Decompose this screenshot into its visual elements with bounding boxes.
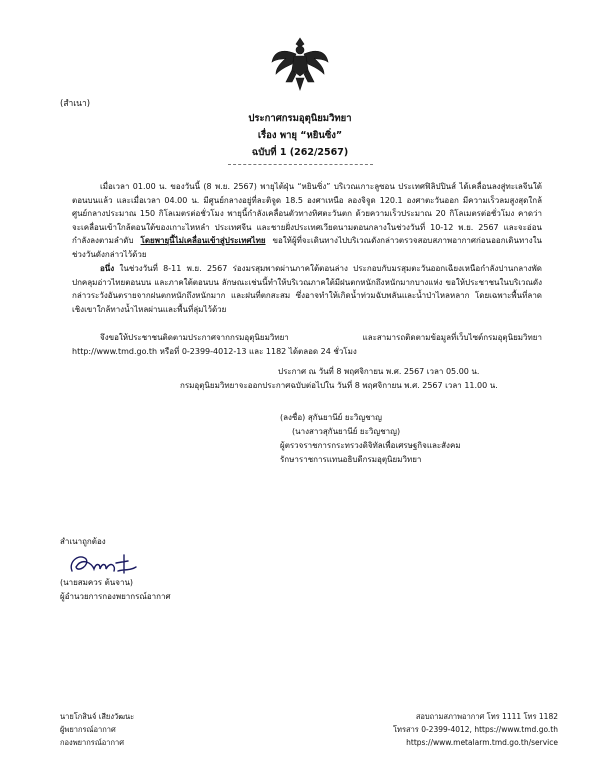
copy-label: (สำเนา) xyxy=(60,99,91,109)
announcement-subject: เรื่อง พายุ “หยินซิ่ง” xyxy=(257,130,343,141)
paragraph-rain-lead: อนึ่ง xyxy=(100,264,115,273)
certifier-name: (นายสมควร ต้นจาน) xyxy=(60,578,134,587)
paragraph-follow-updates: จึงขอให้ประชาชนติดตามประกาศจากกรมอุตุนิยมวิทยา และสามารถติดตามข้อมูลที่เว็บไซต์กรมอุตุนิยมวิทยา http://www.tmd.go.th หรือที่ 0-2399-4012-13 และ 1182 ได้ตลอด 24 ชั่วโมง xyxy=(72,333,542,356)
signed-line: (ลงชื่อ) สุกันยานีย์ ยะวิญชาญ xyxy=(280,413,382,422)
issued-block xyxy=(180,365,550,393)
certification-label: สำเนาถูกต้อง xyxy=(60,537,106,546)
footer-contact xyxy=(330,710,558,749)
announcement-title-block xyxy=(0,110,600,161)
issued-date: ประกาศ ณ วันที่ 8 พฤศจิกายน พ.ศ. 2567 เวลา 05.00 น. xyxy=(278,367,480,376)
paragraph-storm-emphasis: โดยพายุนี้ไม่เคลื่อนเข้าสู่ประเทศไทย xyxy=(140,236,266,246)
contact-phone: สอบถามสภาพอากาศ โทร 1111 โทร 1182 xyxy=(415,712,558,721)
paragraph-storm-text-a: เมื่อเวลา 01.00 น. ของวันนี้ (8 พ.ย. 2567) พายุไต้ฝุ่น “หยินซิ่ง” บริเวณเกาะลูซอน ประเทศฟิลิปปินส์ ได้เคลื่อนลงสู่ทะเลจีนใต้ตอนบนแล้ว และเมื่อเวลา 04.00 น. มีศูนย์กลางอยู่ที่ละติจูด 18.5 องศาเหนือ ลองจิจูด 120.1 องศาตะวันออก มีความเร็วลมสูงสุดใกล้ศูนย์กลางประมาณ 150 กิโลเมตรต่อชั่วโมง พายุนี้กำลังเคลื่อนตัวทางทิศตะวันตก ด้วยความเร็วประมาณ 20 กิโลเมตรต่อชั่วโมง คาดว่าจะเคลื่อนเข้าใกล้ตอนใต้ของเกาะไหหลำ ประเทศจีน และชายฝั่งประเทศเวียดนามตอนกลางในช่วงวันที่ 10-12 พ.ย. 2567 และจะอ่อนกำลังลงตามลำดับ xyxy=(72,182,543,246)
paragraph-rain-text: ในช่วงวันที่ 8-11 พ.ย. 2567 ร่องมรสุมพาดผ่านภาคใต้ตอนล่าง ประกอบกับมรสุมตะวันออกเฉียงเหนือกำลังปานกลางพัดปกคลุมอ่าวไทยตอนบน และภาคใต้ตอนบน ลักษณะเช่นนี้ทำให้บริเวณภาคใต้มีฝนตกหนักถึงหนักมากบางแห่ง ขอให้ประชาชนในบริเวณดังกล่าวระวังอันตรายจากฝนตกหนักถึงหนักมาก และฝนที่ตกสะสม ซึ่งอาจทำให้เกิดน้ำท่วมฉับพลันและน้ำป่าไหลหลาก โดยเฉพาะพื้นที่ลาดเชิงเขาใกล้ทางน้ำไหลผ่านและพื้นที่ลุ่มไว้ด้วย xyxy=(72,264,542,314)
contact-fax-website: โทรสาร 0-2399-4012, https://www.tmd.go.th xyxy=(393,725,558,734)
signer-position-1: ผู้ตรวจราชการกระทรวงดิจิทัลเพื่อเศรษฐกิจและสังคม xyxy=(280,441,461,450)
next-issue-notice: กรมอุตุนิยมวิทยาจะออกประกาศฉบับต่อไปใน วันที่ 8 พฤศจิกายน พ.ศ. 2567 เวลา 11.00 น. xyxy=(180,381,498,390)
contact-service-url: https://www.metalarm.tmd.go.th/service xyxy=(406,738,558,747)
certifier-position: ผู้อำนวยการกองพยากรณ์อากาศ xyxy=(60,592,171,601)
title-divider xyxy=(228,164,373,165)
paragraph-storm-status xyxy=(72,180,542,262)
garuda-emblem-icon xyxy=(270,34,330,94)
signature-block xyxy=(280,411,560,467)
forecaster-division: กองพยากรณ์อากาศ xyxy=(60,738,125,747)
signer-position-2: รักษาราชการแทนอธิบดีกรมอุตุนิยมวิทยา xyxy=(280,455,422,464)
forecaster-name: นายโกสินจ์ เสียงวัฒนะ xyxy=(60,712,135,721)
forecaster-role: ผู้พยากรณ์อากาศ xyxy=(60,725,116,734)
paragraph-rain-warning xyxy=(72,262,542,316)
signer-name: (นางสาวสุกันยานีย์ ยะวิญชาญ) xyxy=(292,427,401,436)
paragraph-storm-text-b: ขอให้ผู้ที่จะเดินทางไปบริเวณดังกล่าวตรวจสอบสภาพอากาศก่อนออกเดินทางในช่วงวันดังกล่าวไว้ด้วย xyxy=(72,236,542,259)
announcement-title: ประกาศกรมอุตุนิยมวิทยา xyxy=(248,113,352,124)
announcement-issue-number: ฉบับที่ 1 (262/2567) xyxy=(251,147,349,158)
footer-forecaster xyxy=(60,710,134,749)
certification-signer xyxy=(60,576,171,604)
